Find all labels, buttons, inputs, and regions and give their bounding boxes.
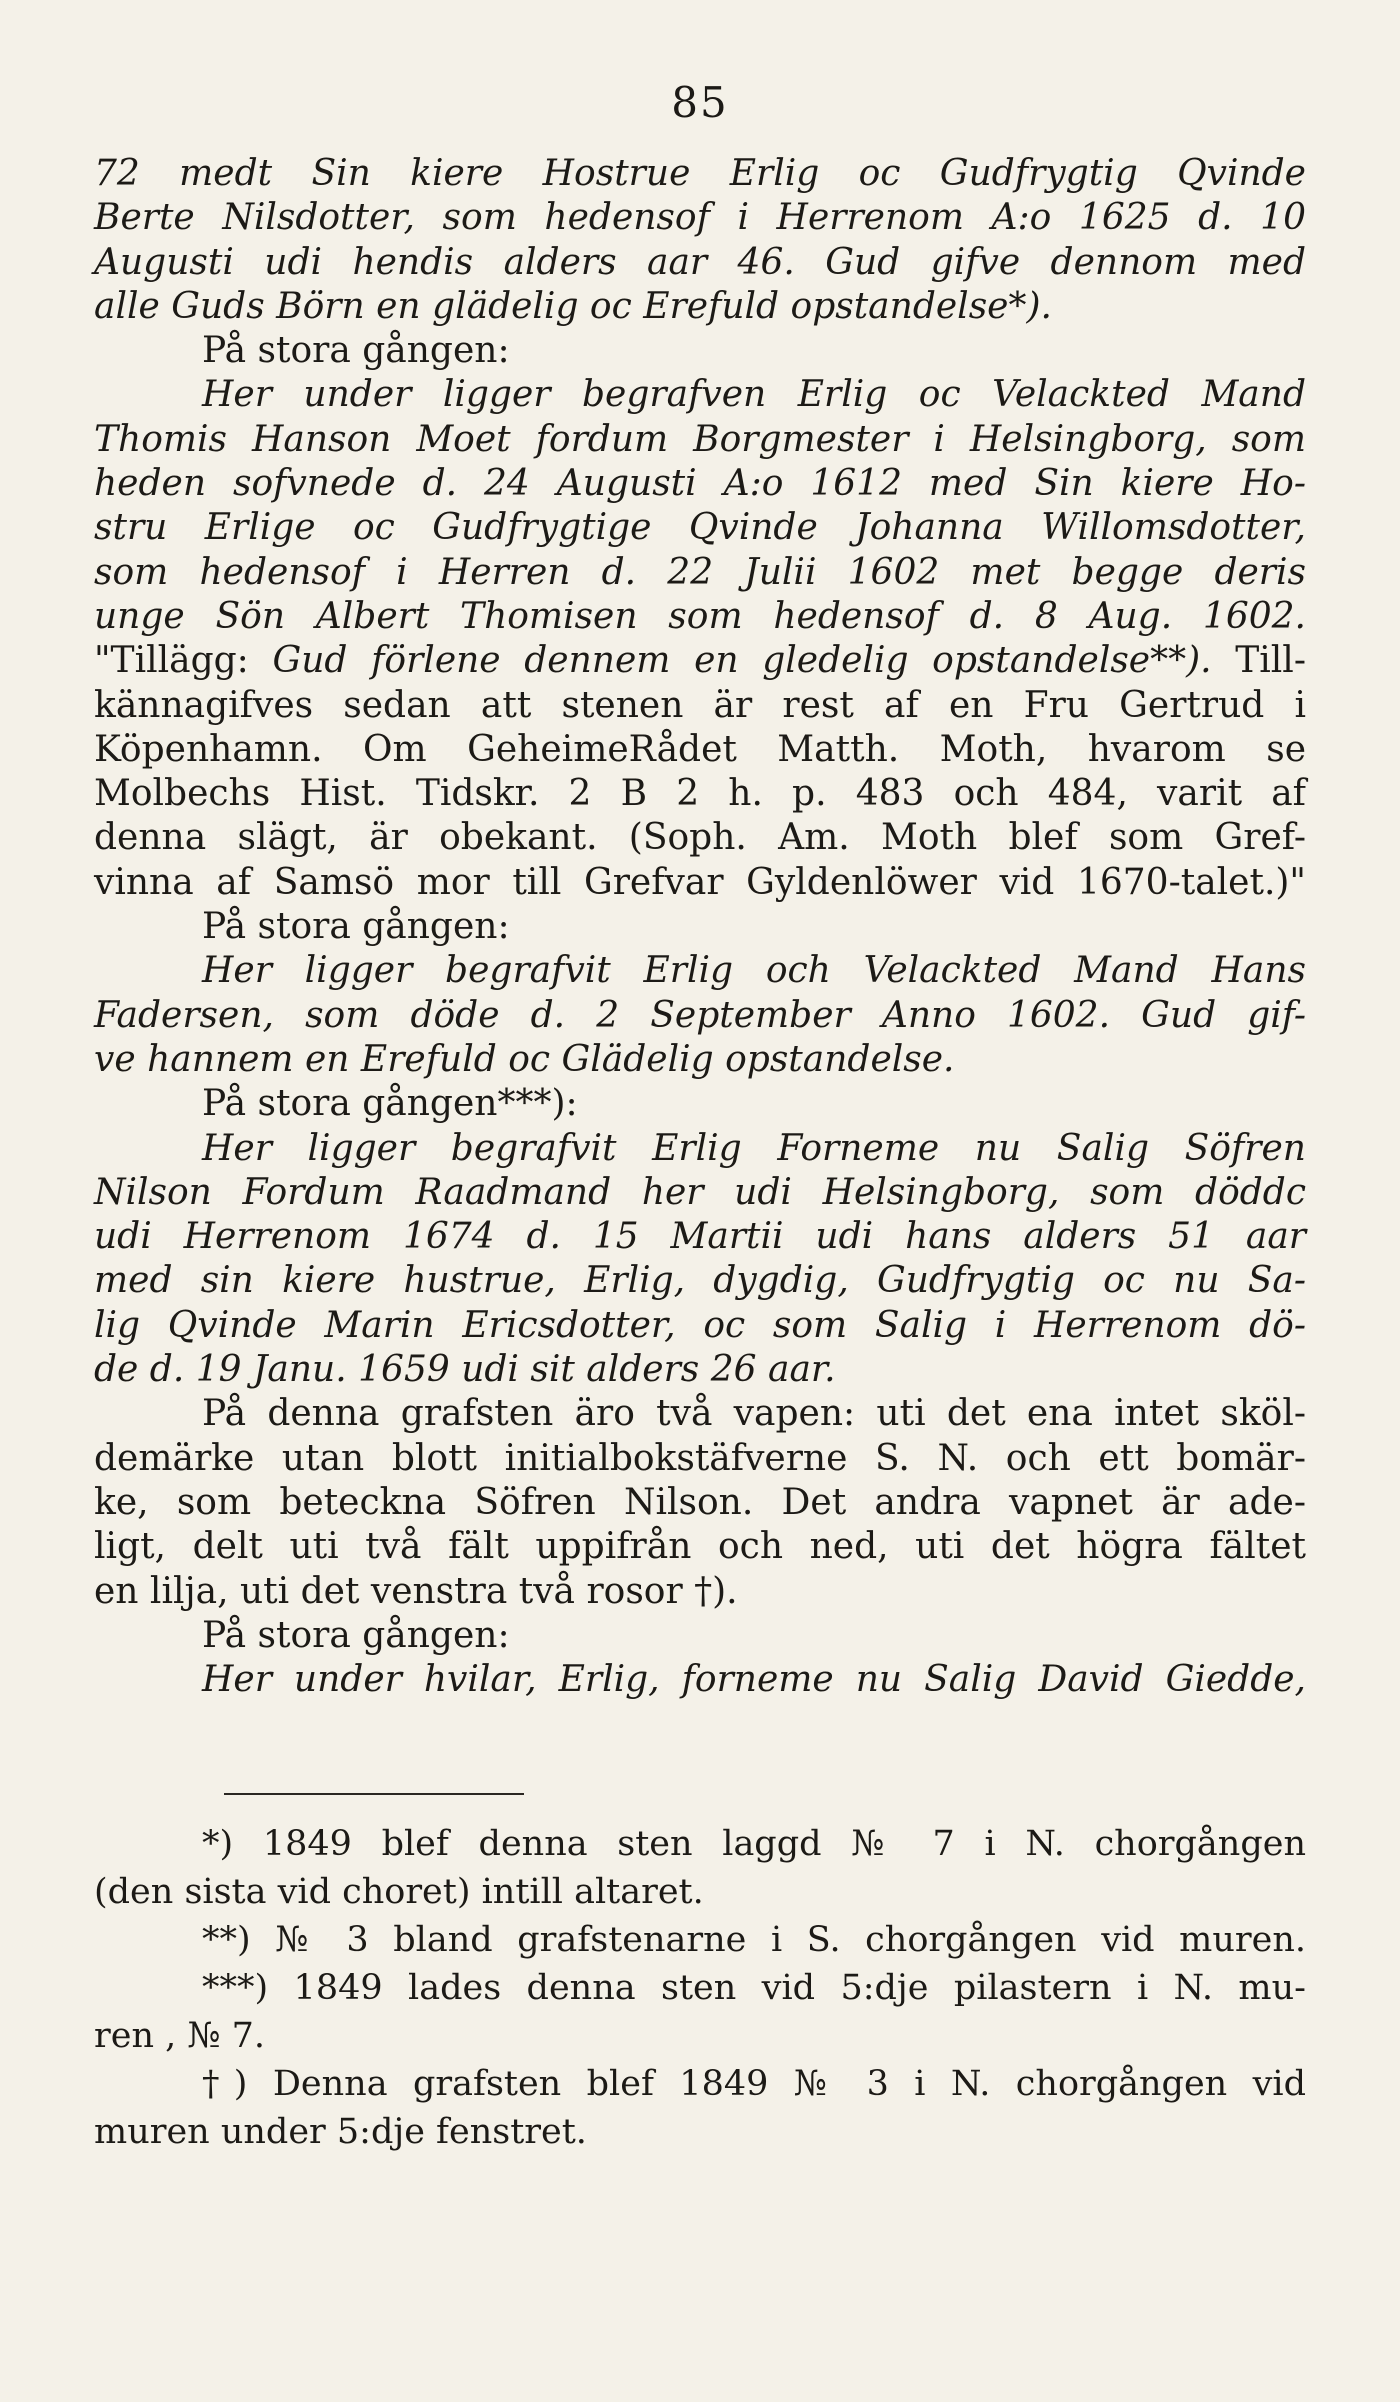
text-line: Her ligger begrafvit Erlig och Velackted Mand Hans <box>202 950 1306 992</box>
text-line: 72 medt Sin kiere Hostrue Erlig oc Gudfrygtig Qvinde <box>94 153 1306 194</box>
page-number: 85 <box>671 78 729 127</box>
footnote-line: **) № 3 bland grafstenarne i S. chorgången vid muren. <box>202 1920 1306 1960</box>
text-line: stru Erlige oc Gudfrygtige Qvinde Johanna Willomsdotter, <box>94 507 1306 549</box>
text-line: udi Herrenom 1674 d. 15 Martii udi hans alders 51 aar <box>94 1216 1306 1258</box>
text-line: ke, som betecknа Söfren Nilson. Det andra vapnet är ade- <box>94 1481 1306 1523</box>
text-line: På denna grafsten äro två vapen: uti det ena intet sköl- <box>202 1393 1306 1435</box>
footnote-line: ***) 1849 lades denna sten vid 5:dje pilastern i N. mu- <box>202 1968 1306 2008</box>
text-line: vinna af Samsö mor till Grefvar Gyldenlöwer vid 1670-talet.)" <box>94 861 1306 903</box>
addendum-label: "Tillägg: <box>94 640 249 682</box>
inscription-1 <box>94 152 1306 329</box>
text-line: Nilson Fordum Raadmand her udi Helsingborg, som döddc <box>94 1171 1306 1213</box>
footnote-line: muren under 5:dje fenstret. <box>94 2112 587 2152</box>
addendum-tail: Till- <box>1235 640 1306 682</box>
inscription-4 <box>94 1127 1306 1393</box>
text-line: heden sofvnede d. 24 Augusti A:o 1612 med Sin kiere Ho- <box>94 463 1306 505</box>
text-line: Molbechs Hist. Tidskr. 2 B 2 h. p. 483 och 484, varit af <box>94 773 1306 815</box>
text-line: demärke utan blott initialbokstäfverne S. N. och ett bomär- <box>94 1437 1306 1479</box>
text-line: alle Guds Börn en glädelig oc Erefuld opstandelse*). <box>94 285 1052 327</box>
text-line: ligt, delt uti två fält uppifrån och ned, uti det högra fältet <box>94 1526 1306 1568</box>
text-line: denna slägt, är obekant. (Soph. Am. Moth blef som Gref- <box>94 817 1306 859</box>
text-line: en lilja, uti det venstra två rosor †). <box>94 1570 738 1612</box>
text-line: med sin kiere hustrue, Erlig, dygdig, Gudfrygtig oc nu Sa- <box>94 1260 1306 1302</box>
text-line: som hedensof i Herren d. 22 Julii 1602 met begge deris <box>94 551 1306 593</box>
section-heading: På stora gången: <box>202 330 510 372</box>
text-line: unge Sön Albert Thomisen som hedensof d. 8 Aug. 1602. <box>94 595 1306 637</box>
section-heading: På stora gången: <box>202 906 510 948</box>
footnote-line: (den sista vid choret) intill altaret. <box>94 1872 704 1912</box>
text-line: Thomis Hanson Moet fordum Borgmester i Helsingborg, som <box>94 418 1306 460</box>
inscription-5 <box>94 1658 1306 1702</box>
text-line: Köpenhamn. Om GeheimeRådet Matth. Moth, hvarom se <box>94 728 1306 770</box>
inscription-2 <box>94 373 1306 905</box>
arms-description <box>94 1392 1306 1613</box>
footnote-line: ren , № 7. <box>94 2016 266 2056</box>
text-line: Fadersen, som döde d. 2 September Anno 1602. Gud gif- <box>94 994 1306 1036</box>
footnote-line: *) 1849 blef denna sten laggd № 7 i N. chorgången <box>202 1824 1306 1864</box>
text-line: kännagifves sedan att stenen är rest af en Fru Gertrud i <box>94 684 1306 726</box>
section-heading: På stora gången***): <box>202 1083 578 1125</box>
text-line <box>94 639 1306 683</box>
footnote-line: †) Denna grafsten blef 1849 № 3 i N. chorgången vid <box>202 2064 1306 2104</box>
text-line: Her under hvilar, Erlig, forneme nu Salig David Giedde, <box>202 1659 1306 1701</box>
addendum-italic: Gud förlene dennem en gledelig opstandelse**). <box>272 640 1212 682</box>
inscription-3 <box>94 949 1306 1082</box>
page-body <box>94 152 1306 1702</box>
footnotes <box>94 1820 1306 2156</box>
text-line: de d. 19 Janu. 1659 udi sit alders 26 aar. <box>94 1349 836 1391</box>
text-line: Her ligger begrafvit Erlig Forneme nu Salig Söfren <box>202 1127 1306 1169</box>
text-line: ve hannem en Erefuld oc Glädelig opstandelse. <box>94 1038 955 1080</box>
text-line: Her under ligger begrafven Erlig oc Velackted Mand <box>202 374 1306 416</box>
text-line: lig Qvinde Marin Ericsdotter, oc som Salig i Herrenom dö- <box>94 1304 1306 1346</box>
text-line: Augusti udi hendis alders aar 46. Gud gifve dennom med <box>94 241 1306 283</box>
section-heading: På stora gången: <box>202 1614 510 1656</box>
text-line: Berte Nilsdotter, som hedensof i Herrenom A:o 1625 d. 10 <box>94 197 1306 239</box>
footnote-divider <box>224 1793 524 1795</box>
